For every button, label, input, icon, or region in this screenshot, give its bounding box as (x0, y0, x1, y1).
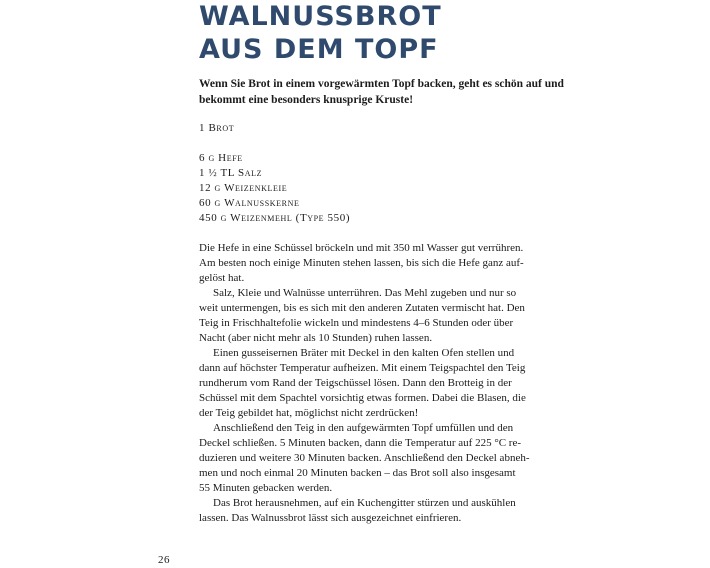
method-line: men und noch einmal 20 Minuten backen – das Brot soll also insgesamt (199, 467, 516, 479)
method-line: gelöst hat. (199, 272, 245, 284)
ingredient-item: 60 g Walnusskerne (199, 197, 300, 209)
ingredient-item: 450 g Weizenmehl (Type 550) (199, 212, 351, 224)
method-line: weit untermengen, bis es sich mit den anderen Zutaten vermischt hat. Den (199, 302, 525, 314)
ingredient-item: 1 ½ TL Salz (199, 167, 263, 179)
method-line: rundherum vom Rand der Teigschüssel lösen. Dann den Brotteig in der (199, 377, 512, 389)
ingredient-list (199, 151, 350, 226)
method-line: duzieren und weitere 30 Minuten backen. Anschließend den Deckel abneh- (199, 452, 530, 464)
method-line: lassen. Das Walnussbrot lässt sich ausgezeichnet einfrieren. (199, 512, 462, 524)
method-line: Nacht (aber nicht mehr als 10 Stunden) ruhen lassen. (199, 332, 433, 344)
method-line: der Teig gebildet hat, möglichst nicht zerdrücken! (199, 407, 419, 419)
page-number: 26 (158, 554, 170, 566)
recipe-yield: 1 Brot (199, 122, 235, 134)
method-line: 55 Minuten gebacken werden. (199, 482, 333, 494)
recipe-title-line-1: WALNUSSBROT (199, 1, 442, 32)
ingredient-item: 6 g Hefe (199, 152, 243, 164)
ingredient-item: 12 g Weizenkleie (199, 182, 288, 194)
recipe-title (199, 0, 442, 66)
recipe-intro (199, 76, 564, 108)
method-line: Am besten noch einige Minuten stehen lassen, bis sich die Hefe ganz auf- (199, 257, 524, 269)
method-line: Deckel schließen. 5 Minuten backen, dann die Temperatur auf 225 °C re- (199, 437, 522, 449)
intro-line-2: bekommt eine besonders knusprige Kruste! (199, 94, 414, 106)
recipe-yield-block (199, 121, 234, 136)
method-line: Die Hefe in eine Schüssel bröckeln und mit 350 ml Wasser gut verrühren. (199, 242, 524, 254)
method-line: Anschließend den Teig in den aufgewärmten Topf umfüllen und den (213, 422, 514, 434)
recipe-title-line-2: AUS DEM TOPF (199, 34, 439, 65)
method-line: Teig in Frischhaltefolie wickeln und mindestens 4–6 Stunden oder über (199, 317, 514, 329)
method-line: Schüssel mit dem Spachtel vorsichtig etwas formen. Dabei die Blasen, die (199, 392, 526, 404)
intro-line-1: Wenn Sie Brot in einem vorgewärmten Topf backen, geht es schön auf und (199, 78, 564, 90)
method-line: Einen gusseisernen Bräter mit Deckel in den kalten Ofen stellen und (213, 347, 515, 359)
method-line: Das Brot herausnehmen, auf ein Kuchengitter stürzen und auskühlen (213, 497, 516, 509)
method-line: Salz, Kleie und Walnüsse unterrühren. Das Mehl zugeben und nur so (213, 287, 517, 299)
method-line: dann auf höchster Temperatur aufheizen. Mit einem Teigspachtel den Teig (199, 362, 526, 374)
recipe-method (199, 241, 559, 526)
